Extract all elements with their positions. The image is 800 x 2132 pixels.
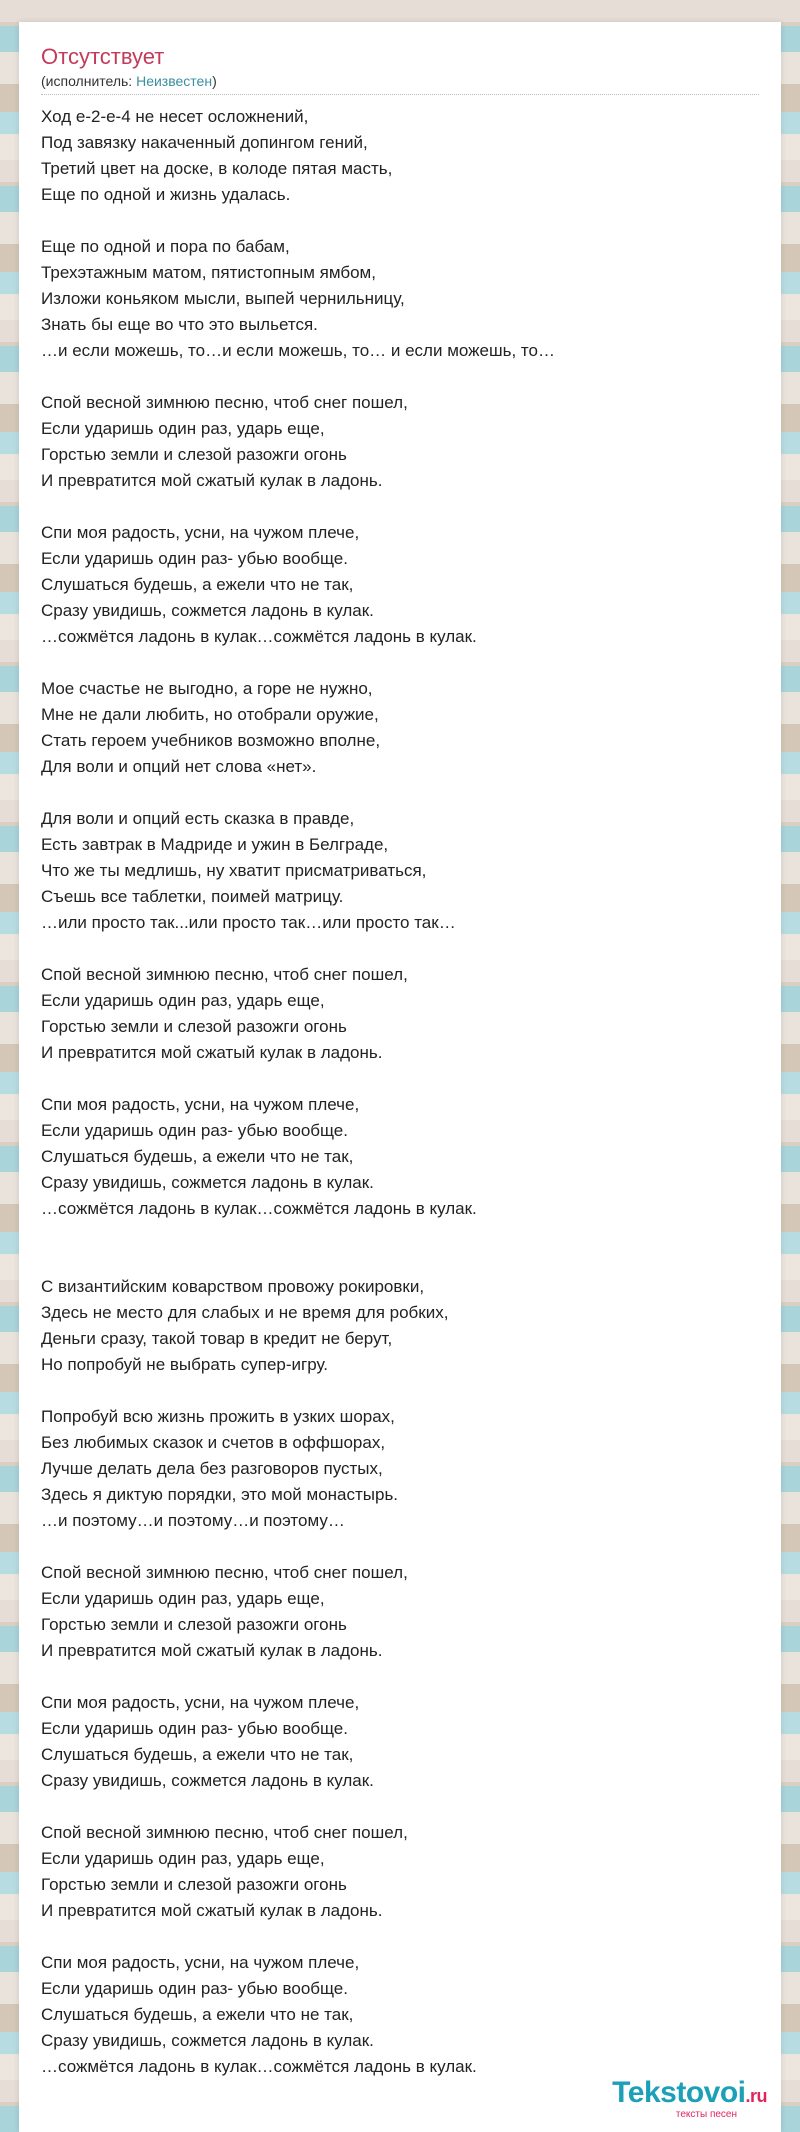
lyric-line: Для воли и опций нет слова «нет». (41, 757, 317, 776)
lyric-line: Если ударишь один раз, ударь еще, (41, 991, 325, 1010)
lyrics-stanza (41, 234, 761, 364)
lyrics-stanza (41, 1274, 761, 1378)
lyrics-stanza (41, 520, 761, 650)
lyric-line: Сразу увидишь, сожмется ладонь в кулак. (41, 1771, 374, 1790)
lyric-line: Спи моя радость, усни, на чужом плече, (41, 1953, 360, 1972)
lyric-line: Спой весной зимнюю песню, чтоб снег пошел, (41, 965, 408, 984)
lyric-line: И превратится мой сжатый кулак в ладонь. (41, 1901, 383, 1920)
lyric-line: Под завязку накаченный допингом гений, (41, 133, 368, 152)
lyric-line: Трехэтажным матом, пятистопным ямбом, (41, 263, 376, 282)
lyrics-stanza (41, 390, 761, 494)
lyric-line: Если ударишь один раз, ударь еще, (41, 1589, 325, 1608)
lyric-line: Если ударишь один раз, ударь еще, (41, 1849, 325, 1868)
lyric-line: Горстью земли и слезой разожги огонь (41, 1615, 347, 1634)
lyric-line: Но попробуй не выбрать супер-игру. (41, 1355, 329, 1374)
lyric-line: Знать бы еще во что это выльется. (41, 315, 318, 334)
lyric-line: Если ударишь один раз- убью вообще. (41, 1719, 348, 1738)
lyric-line: …или просто так...или просто так…или просто так… (41, 913, 456, 932)
logo-name: Tekstovoi (612, 2076, 746, 2109)
lyric-line: Если ударишь один раз- убью вообще. (41, 549, 348, 568)
lyric-line: Сразу увидишь, сожмется ладонь в кулак. (41, 1173, 374, 1192)
lyric-line: И превратится мой сжатый кулак в ладонь. (41, 1043, 383, 1062)
lyric-line: Спой весной зимнюю песню, чтоб снег пошел, (41, 393, 408, 412)
lyric-line: И превратится мой сжатый кулак в ладонь. (41, 471, 383, 490)
lyrics-stanza (41, 1690, 761, 1794)
lyric-line: Спой весной зимнюю песню, чтоб снег пошел, (41, 1563, 408, 1582)
lyric-line: Без любимых сказок и счетов в оффшорах, (41, 1433, 386, 1452)
lyric-line: Слушаться будешь, а ежели что не так, (41, 1147, 354, 1166)
lyric-line: Если ударишь один раз- убью вообще. (41, 1979, 348, 1998)
lyric-line: …сожмётся ладонь в кулак…сожмётся ладонь в кулак. (41, 627, 477, 646)
lyric-line: Ход е-2-е-4 не несет осложнений, (41, 107, 309, 126)
lyric-line: Сразу увидишь, сожмется ладонь в кулак. (41, 601, 374, 620)
lyrics-stanza (41, 1560, 761, 1664)
lyric-line: Спой весной зимнюю песню, чтоб снег пошел, (41, 1823, 408, 1842)
lyric-line: Сразу увидишь, сожмется ладонь в кулак. (41, 2031, 374, 2050)
lyric-line: Если ударишь один раз, ударь еще, (41, 419, 325, 438)
performer-link[interactable]: Неизвестен (136, 73, 213, 89)
lyrics-card (19, 22, 781, 2132)
performer-line (41, 72, 217, 90)
lyric-line: Слушаться будешь, а ежели что не так, (41, 1745, 354, 1764)
lyric-line: Горстью земли и слезой разожги огонь (41, 1017, 347, 1036)
lyric-line: Если ударишь один раз- убью вообще. (41, 1121, 348, 1140)
lyric-line: Съешь все таблетки, поимей матрицу. (41, 887, 344, 906)
lyric-line: …сожмётся ладонь в кулак…сожмётся ладонь в кулак. (41, 1199, 477, 1218)
lyrics-stanza (41, 1950, 761, 2080)
lyric-line: Для воли и опций есть сказка в правде, (41, 809, 355, 828)
lyric-line: …и поэтому…и поэтому…и поэтому… (41, 1511, 345, 1530)
lyric-line: Спи моя радость, усни, на чужом плече, (41, 523, 360, 542)
lyric-line: Спи моя радость, усни, на чужом плече, (41, 1693, 360, 1712)
lyric-line: Деньги сразу, такой товар в кредит не берут, (41, 1329, 393, 1348)
lyric-line: Слушаться будешь, а ежели что не так, (41, 575, 354, 594)
lyric-line: …и если можешь, то…и если можешь, то… и если можешь, то… (41, 341, 555, 360)
lyric-line: Что же ты медлишь, ну хватит присматриваться, (41, 861, 427, 880)
lyrics-stanza (41, 104, 761, 208)
lyric-line: Здесь я диктую порядки, это мой монастырь. (41, 1485, 399, 1504)
performer-prefix: (исполнитель: (41, 73, 137, 89)
lyric-line: Изложи коньяком мысли, выпей чернильницу, (41, 289, 405, 308)
lyrics-stanza (41, 1092, 761, 1222)
lyrics-stanza (41, 1404, 761, 1534)
lyric-line: Попробуй всю жизнь прожить в узких шорах, (41, 1407, 395, 1426)
site-logo[interactable] (612, 2077, 767, 2120)
lyric-line: Мне не дали любить, но отобрали оружие, (41, 705, 379, 724)
logo-wordmark (612, 2077, 767, 2112)
lyric-line: Еще по одной и жизнь удалась. (41, 185, 291, 204)
lyric-line: Третий цвет на доске, в колоде пятая масть, (41, 159, 393, 178)
lyrics-stanza (41, 676, 761, 780)
title-divider (41, 94, 759, 95)
lyrics-stanza (41, 962, 761, 1066)
lyric-line: С византийским коварством провожу рокировки, (41, 1277, 425, 1296)
lyrics-stanza (41, 806, 761, 936)
lyric-line: Горстью земли и слезой разожги огонь (41, 445, 347, 464)
lyric-line: Лучше делать дела без разговоров пустых, (41, 1459, 383, 1478)
lyric-line: Стать героем учебников возможно вполне, (41, 731, 381, 750)
lyrics-stanza (41, 1820, 761, 1924)
lyric-line: Горстью земли и слезой разожги огонь (41, 1875, 347, 1894)
performer-suffix: ) (212, 73, 217, 89)
lyric-line: И превратится мой сжатый кулак в ладонь. (41, 1641, 383, 1660)
song-title: Отсутствует (41, 44, 165, 69)
logo-tagline: тексты песен (675, 2109, 737, 2120)
logo-tld: .ru (745, 2086, 767, 2106)
lyric-line: Слушаться будешь, а ежели что не так, (41, 2005, 354, 2024)
lyric-line: Здесь не место для слабых и не время для робких, (41, 1303, 449, 1322)
lyric-line: Мое счастье не выгодно, а горе не нужно, (41, 679, 373, 698)
lyrics-body (41, 104, 761, 2106)
lyric-line: Есть завтрак в Мадриде и ужин в Белграде, (41, 835, 389, 854)
lyric-line: Еще по одной и пора по бабам, (41, 237, 290, 256)
lyric-line: …сожмётся ладонь в кулак…сожмётся ладонь в кулак. (41, 2057, 477, 2076)
lyric-line: Спи моя радость, усни, на чужом плече, (41, 1095, 360, 1114)
